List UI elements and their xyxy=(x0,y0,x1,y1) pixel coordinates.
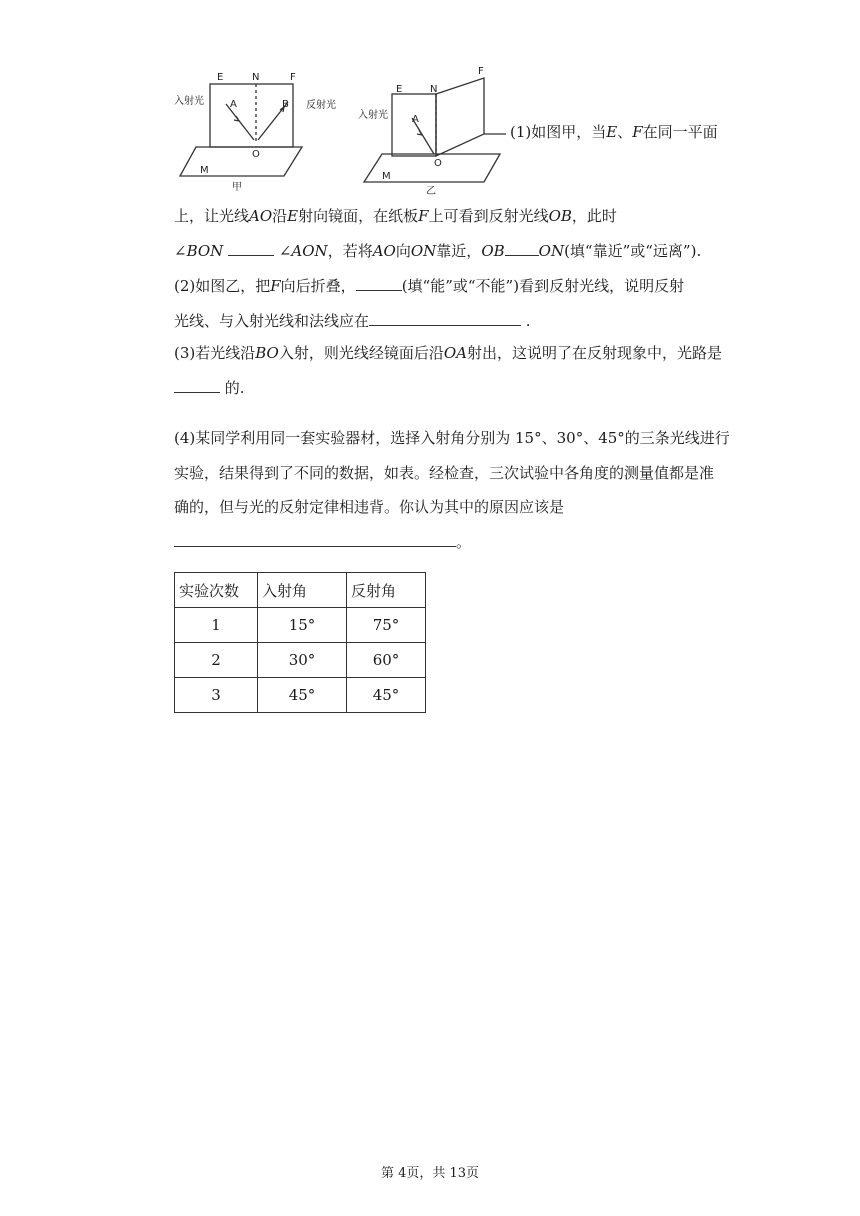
table-cell: 3 xyxy=(175,678,258,713)
math-E: E xyxy=(606,123,618,141)
math-AO: AO xyxy=(249,207,273,225)
math-angle-AON: ∠AON xyxy=(278,242,328,260)
q1-text: 靠近， xyxy=(436,242,482,260)
board-F-yi xyxy=(436,78,484,156)
math-E: E xyxy=(287,207,299,225)
q4-line4 xyxy=(174,532,471,552)
math-OA: OA xyxy=(443,344,468,362)
q2-text: (填“能”或“不能”)看到反射光线，说明反射 xyxy=(401,277,685,295)
q1-line2 xyxy=(174,206,617,226)
answer-blank-1[interactable] xyxy=(228,241,274,256)
math-ON: ON xyxy=(538,242,565,260)
table-header-row xyxy=(175,573,426,608)
label-N-yi: N xyxy=(430,84,438,95)
q4-text: 。 xyxy=(456,533,472,551)
math-F: F xyxy=(418,207,429,225)
caption-yi: 乙 xyxy=(426,186,436,197)
q1-line1 xyxy=(510,122,718,142)
label-E-jia: E xyxy=(217,72,224,83)
q1-text: (填“靠近”或“远离”). xyxy=(564,242,702,260)
q2-line2 xyxy=(174,311,531,331)
q2-text: 光线、与入射光线和法线应在 xyxy=(174,312,370,330)
q2-line1 xyxy=(174,276,684,296)
table-header-cell: 实验次数 xyxy=(175,573,258,608)
q4-line1: (4)某同学利用同一套实验器材，选择入射角分别为 15°、30°、45°的三条光线进行 xyxy=(174,429,730,447)
label-M-jia: M xyxy=(200,165,209,176)
q1-text: ，此时 xyxy=(571,207,617,225)
label-O-yi: O xyxy=(434,158,442,169)
q3-text: 入射，则光线经镜面后沿 xyxy=(278,344,444,362)
q4-line2: 实验，结果得到了不同的数据，如表。经检查，三次试验中各角度的测量值都是准 xyxy=(174,464,715,482)
table-cell: 2 xyxy=(175,643,258,678)
math-AO: AO xyxy=(372,242,396,260)
q2-text: (2)如图乙，把 xyxy=(174,277,271,295)
q1-text: 上，让光线 xyxy=(174,207,250,225)
label-N-jia: N xyxy=(252,72,260,83)
table-cell: 45° xyxy=(258,678,347,713)
reflected-light-label-jia: 反射光 xyxy=(306,100,336,111)
label-O-jia: O xyxy=(252,149,260,160)
incident-light-label-jia: 入射光 xyxy=(174,96,204,107)
q1-text: 沿 xyxy=(272,207,288,225)
label-M-yi: M xyxy=(382,171,391,182)
experiment-data-table xyxy=(174,572,426,713)
table-cell: 75° xyxy=(347,608,426,643)
answer-blank-2[interactable] xyxy=(505,241,539,256)
q2-text: 向后折叠， xyxy=(280,277,356,295)
math-angle-BON: ∠BON xyxy=(174,242,224,260)
math-BO: BO xyxy=(255,344,279,362)
label-A-yi: A xyxy=(412,114,419,125)
table-header-cell: 反射角 xyxy=(347,573,426,608)
caption-jia: 甲 xyxy=(232,182,242,193)
q2-text: . xyxy=(525,312,531,330)
math-OB: OB xyxy=(548,207,572,225)
q3-line2 xyxy=(174,378,245,398)
math-OB: OB xyxy=(481,242,505,260)
q1-text: ，若将 xyxy=(327,242,373,260)
math-ON: ON xyxy=(410,242,437,260)
table-header-cell: 入射角 xyxy=(258,573,347,608)
incident-light-label-yi: 入射光 xyxy=(358,110,388,121)
answer-blank-6[interactable] xyxy=(174,532,456,547)
label-E-yi: E xyxy=(396,84,403,95)
q3-text: 的. xyxy=(224,379,245,397)
table-cell: 1 xyxy=(175,608,258,643)
experiment-figures xyxy=(172,62,512,198)
figures-svg xyxy=(172,62,512,198)
table-cell: 15° xyxy=(258,608,347,643)
label-F-yi: F xyxy=(478,66,484,77)
q3-line1 xyxy=(174,343,722,363)
answer-blank-4[interactable] xyxy=(369,311,521,326)
q1-text: 射向镜面，在纸板 xyxy=(298,207,419,225)
label-B-jia: B xyxy=(282,99,289,110)
mirror-plane-jia xyxy=(180,147,302,176)
q1-text: 在同一平面 xyxy=(642,123,718,141)
q1-line3 xyxy=(174,241,701,261)
label-F-jia: F xyxy=(290,72,296,83)
page-footer: 第 4页，共 13页 xyxy=(380,1166,480,1181)
math-F: F xyxy=(632,123,643,141)
q3-text: (3)若光线沿 xyxy=(174,344,256,362)
answer-blank-3[interactable] xyxy=(356,276,402,291)
table-row xyxy=(175,643,426,678)
table-cell: 60° xyxy=(347,643,426,678)
q1-text: 、 xyxy=(617,123,633,141)
q1-text: 向 xyxy=(395,242,411,260)
q3-text: 射出，这说明了在反射现象中，光路是 xyxy=(467,344,723,362)
table-cell: 45° xyxy=(347,678,426,713)
table-row xyxy=(175,608,426,643)
table-row xyxy=(175,678,426,713)
q1-text: (1)如图甲，当 xyxy=(510,123,607,141)
incident-arrow-yi xyxy=(417,130,422,135)
math-F: F xyxy=(270,277,281,295)
answer-blank-5[interactable] xyxy=(174,378,220,393)
q4-line3: 确的，但与光的反射定律相违背。你认为其中的原因应该是 xyxy=(174,498,565,516)
label-A-jia: A xyxy=(230,99,237,110)
q1-text: 上可看到反射光线 xyxy=(428,207,549,225)
table-cell: 30° xyxy=(258,643,347,678)
